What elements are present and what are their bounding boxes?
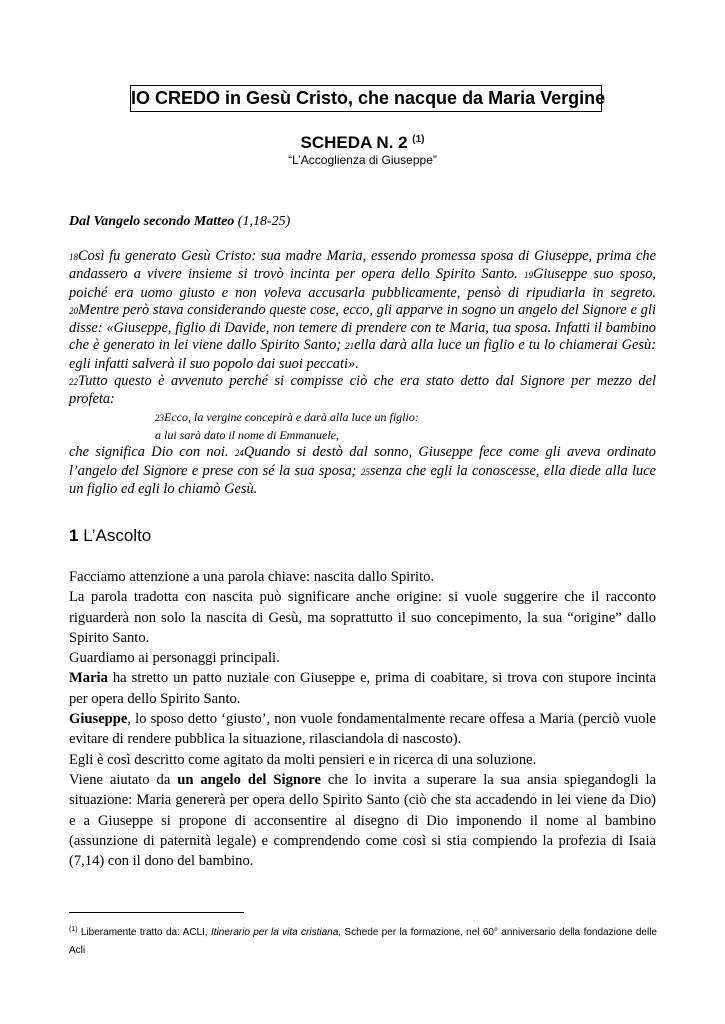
section-number: 1: [69, 526, 79, 545]
section-title: L’Ascolto: [83, 526, 152, 545]
body-paragraph: Egli è così descritto come agitato da molti pensieri e in ricerca di una soluzione.: [69, 751, 537, 768]
gospel-source: [69, 214, 290, 230]
character-name: Giuseppe: [69, 711, 128, 728]
body-paragraph-maria: [69, 668, 656, 709]
verse-text: senza che egli la conoscesse, ella diede alla luce un figlio ed egli lo chiamò Gesù.: [69, 462, 656, 497]
verse-text: Mentre però stava considerando queste cose, ecco, gli apparve in sogno un angelo del Signore e gli disse: «Giuseppe, figlio di Davide, non temere di prendere con te Maria, tua sposa. Infatti il bambino che è generato in lei viene dallo Spirito Santo;: [69, 301, 656, 354]
body-text: che lo invita a superare la sua ansia spiegandogli la situazione: Maria genererà per opera dello Spirito Santo (ciò che sta accadendo in lei viene da Dio) e a Giuseppe si propone di acconsentire al disegno di Dio imponendo il nome al bambino (assunzione di paternità legale) e comprendendo come così si stia compiendo la profezia di Isaia (7,14) con il dono del bambino.: [69, 771, 657, 870]
prophecy-line-2: a lui sarà dato il nome di Emmanuele,: [155, 427, 339, 442]
verse-text: ella darà alla luce un figlio e tu lo chiamerai Gesù: egli infatti salverà il suo popolo dai suoi peccati».: [69, 337, 656, 372]
scheda-heading: [0, 133, 725, 153]
verse-text: che significa Dio con noi.: [69, 444, 229, 461]
footnote: [69, 921, 657, 960]
verse-number: 25: [360, 466, 370, 477]
body-paragraph-giuseppe: [69, 709, 656, 750]
body-text: ha stretto un patto nuziale con Giuseppe e, prima di coabitare, si trova con stupore incinta per opera dello Spirito Santo.: [69, 670, 656, 707]
verse-text: Quando si destò dal sonno, Giuseppe fece come gli aveva ordinato l’angelo del Signore e prese con sé la sua sposa;: [69, 444, 656, 479]
verse-number: 22: [69, 377, 78, 388]
footnote-separator: [69, 912, 244, 913]
gospel-paragraph-2: [69, 373, 656, 409]
scheda-label: SCHEDA N. 2: [300, 133, 408, 152]
footnote-reference: (1): [412, 134, 425, 145]
body-text: Viene aiutato da: [69, 771, 178, 788]
gospel-passage: [69, 248, 656, 498]
verse-number: 19: [523, 270, 533, 281]
footnote-text: Liberamente tratto da: ACLI,: [77, 927, 211, 938]
body-paragraph: Facciamo attenzione a una parola chiave: nascita dallo Spirito.: [69, 569, 435, 585]
body-paragraph: Guardiamo ai personaggi principali.: [69, 650, 280, 667]
gospel-paragraph-3: [69, 444, 656, 498]
prophecy-line-1: Ecco, la vergine concepirà e darà alla luce un figlio:: [164, 409, 419, 424]
verse-text: Tutto questo è avvenuto perché si compisse ciò che era stato detto dal Signore per mezzo del profeta:: [69, 373, 656, 408]
character-name: un angelo del Signore: [177, 771, 321, 788]
footnote-marker: (1): [69, 926, 78, 933]
body-text: , lo sposo detto ‘giusto’, non vuole fondamentalmente recare offesa a Maria (perciò vuole evitare di rendere pubblica la situazione, rilasciandola di nascosto).: [69, 711, 656, 748]
verse-number: 21: [345, 341, 355, 352]
body-paragraph-angelo: [69, 770, 656, 871]
gospel-source-ref: (1,18-25): [237, 214, 291, 229]
section-heading: [69, 526, 151, 546]
footnote-book-title: Itinerario per la vita cristiana: [211, 927, 339, 938]
gospel-source-label: Dal Vangelo secondo Matteo: [69, 214, 235, 229]
verse-text: Giuseppe suo sposo, poiché era uomo giusto e non voleva accusarla pubblicamente, pensò di ripudiarla in segreto.: [69, 266, 657, 301]
verse-number: 24: [234, 448, 244, 459]
section-body: [69, 567, 656, 871]
verse-number: 18: [69, 252, 78, 262]
scheda-subtitle: “L’Accoglienza di Giuseppe”: [288, 153, 437, 167]
verse-number: 23: [155, 412, 164, 423]
body-paragraph: La parola tradotta con nascita può significare anche origine: si vuole suggerire che il racconto riguarderà non solo la nascita di Gesù, ma soprattutto il suo concepimento, la sua “origine” dallo Spirito Santo.: [69, 589, 656, 646]
footnote-text: , Schede per la formazione, nel 60° anniversario della fondazione delle Acli: [69, 927, 657, 956]
verse-number: 20: [69, 305, 78, 316]
verse-text: Così fu generato Gesù Cristo: sua madre Maria, essendo promessa sposa di Giuseppe, prima che andassero a vivere insieme si trovò incinta per opera dello Spirito Santo.: [69, 248, 656, 283]
prophecy-quote: [155, 409, 656, 445]
gospel-paragraph-1: [69, 248, 656, 373]
document-title: IO CREDO in Gesù Cristo, che nacque da Maria Vergine: [130, 85, 602, 112]
character-name: Maria: [69, 670, 108, 687]
